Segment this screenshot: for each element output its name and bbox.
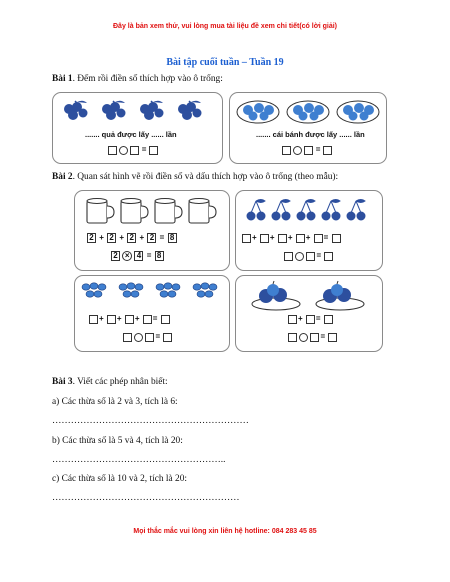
answer-box[interactable] — [314, 234, 323, 243]
bai2-cups-panel — [74, 190, 230, 271]
answer-box[interactable] — [242, 234, 251, 243]
operator-circle[interactable] — [295, 252, 304, 261]
sum-term: 2 — [107, 233, 116, 243]
cherries-sum-row: + + + + = — [242, 233, 341, 243]
answer-box[interactable] — [306, 315, 315, 324]
sum-term: 2 — [87, 233, 96, 243]
bai1-label: Bài 1 — [52, 74, 73, 84]
answer-box[interactable] — [288, 315, 297, 324]
answer-box[interactable] — [304, 146, 313, 155]
bai1-heading — [52, 74, 223, 84]
answer-box[interactable] — [163, 333, 172, 342]
answer-box[interactable] — [288, 333, 297, 342]
answer-box[interactable] — [323, 146, 332, 155]
operator-circle[interactable] — [293, 146, 302, 155]
bai1-instruction: . Đếm rồi điền số thích hợp vào ô trống: — [72, 74, 223, 84]
bai3-instruction: . Viết các phép nhân biết: — [72, 377, 168, 387]
bai3-b-prompt: b) Các thừa số là 5 và 4, tích là 20: — [52, 436, 183, 446]
hotline-footer: Mọi thắc mắc vui lòng xin liên hệ hotline: 084 283 45 85 — [133, 528, 317, 535]
answer-box[interactable] — [324, 252, 333, 261]
seeds-multiplication-row: = — [123, 332, 172, 342]
answer-box[interactable] — [108, 146, 117, 155]
answer-box[interactable] — [332, 234, 341, 243]
answer-box[interactable] — [89, 315, 98, 324]
answer-box[interactable] — [107, 315, 116, 324]
factor: 4 — [134, 251, 143, 261]
bai3-c-prompt: c) Các thừa số là 10 và 2, tích là 20: — [52, 474, 187, 484]
equals-sign: = — [159, 233, 165, 242]
bai2-cherries-panel — [235, 190, 383, 271]
bai3-heading — [52, 377, 168, 387]
sum-term: 2 — [127, 233, 136, 243]
apples-sum-row: + = — [288, 314, 333, 324]
sum-result: 8 — [168, 233, 177, 243]
seeds-sum-row: + + + = — [89, 314, 170, 324]
cups-multiplication-row — [111, 251, 164, 261]
bai1-fruit-caption: ....... quả được lấy ...... lần — [85, 130, 177, 139]
answer-box[interactable] — [306, 252, 315, 261]
bai2-instruction: . Quan sát hình vẽ rồi điền số và dấu thích hợp vào ô trống (theo mẫu): — [72, 172, 339, 182]
bai1-cake-answer-row: = — [282, 145, 332, 155]
bai2-label: Bài 2 — [52, 172, 73, 182]
answer-box[interactable] — [324, 315, 333, 324]
bai2-seeds-panel — [74, 275, 230, 352]
product: 8 — [155, 251, 164, 261]
bai3-c-answer-line[interactable]: …………………………………………………… — [52, 493, 240, 503]
equals-sign: = — [146, 251, 152, 260]
bai1-cake-panel — [229, 92, 387, 164]
answer-box[interactable] — [145, 333, 154, 342]
plus-sign: + — [119, 233, 125, 242]
answer-box[interactable] — [260, 234, 269, 243]
page-title: Bài tập cuối tuần – Tuần 19 — [166, 57, 284, 68]
answer-box[interactable] — [278, 234, 287, 243]
bai3-a-answer-line[interactable]: ……………………………………………………… — [52, 416, 249, 426]
multiply-sign: × — [122, 251, 132, 261]
answer-box[interactable] — [161, 315, 170, 324]
answer-box[interactable] — [328, 333, 337, 342]
bai1-fruit-answer-row: = — [108, 145, 158, 155]
plus-sign: + — [139, 233, 145, 242]
bai3-label: Bài 3 — [52, 377, 73, 387]
answer-box[interactable] — [149, 146, 158, 155]
answer-box[interactable] — [130, 146, 139, 155]
sum-term: 2 — [147, 233, 156, 243]
answer-box[interactable] — [125, 315, 134, 324]
answer-box[interactable] — [296, 234, 305, 243]
factor: 2 — [111, 251, 120, 261]
apples-multiplication-row: = — [288, 332, 337, 342]
cups-sum-row — [87, 233, 177, 243]
preview-notice: Đây là bản xem thử, vui lòng mua tài liệu đề xem chi tiết(có lời giải) — [113, 23, 337, 30]
answer-box[interactable] — [284, 252, 293, 261]
operator-circle[interactable] — [119, 146, 128, 155]
bai3-a-prompt: a) Các thừa số là 2 và 3, tích là 6: — [52, 397, 178, 407]
answer-box[interactable] — [143, 315, 152, 324]
bai2-apples-panel — [235, 275, 383, 352]
answer-box[interactable] — [310, 333, 319, 342]
bai1-fruit-panel — [52, 92, 223, 164]
operator-circle[interactable] — [134, 333, 143, 342]
plus-sign: + — [99, 233, 104, 242]
answer-box[interactable] — [123, 333, 132, 342]
bai3-b-answer-line[interactable]: ……………………………………………….. — [52, 455, 226, 465]
bai1-cake-caption: ....... cái bánh được lấy ...... lần — [256, 130, 365, 139]
cherries-multiplication-row: = — [284, 251, 333, 261]
operator-circle[interactable] — [299, 333, 308, 342]
answer-box[interactable] — [282, 146, 291, 155]
bai2-heading — [52, 172, 338, 182]
